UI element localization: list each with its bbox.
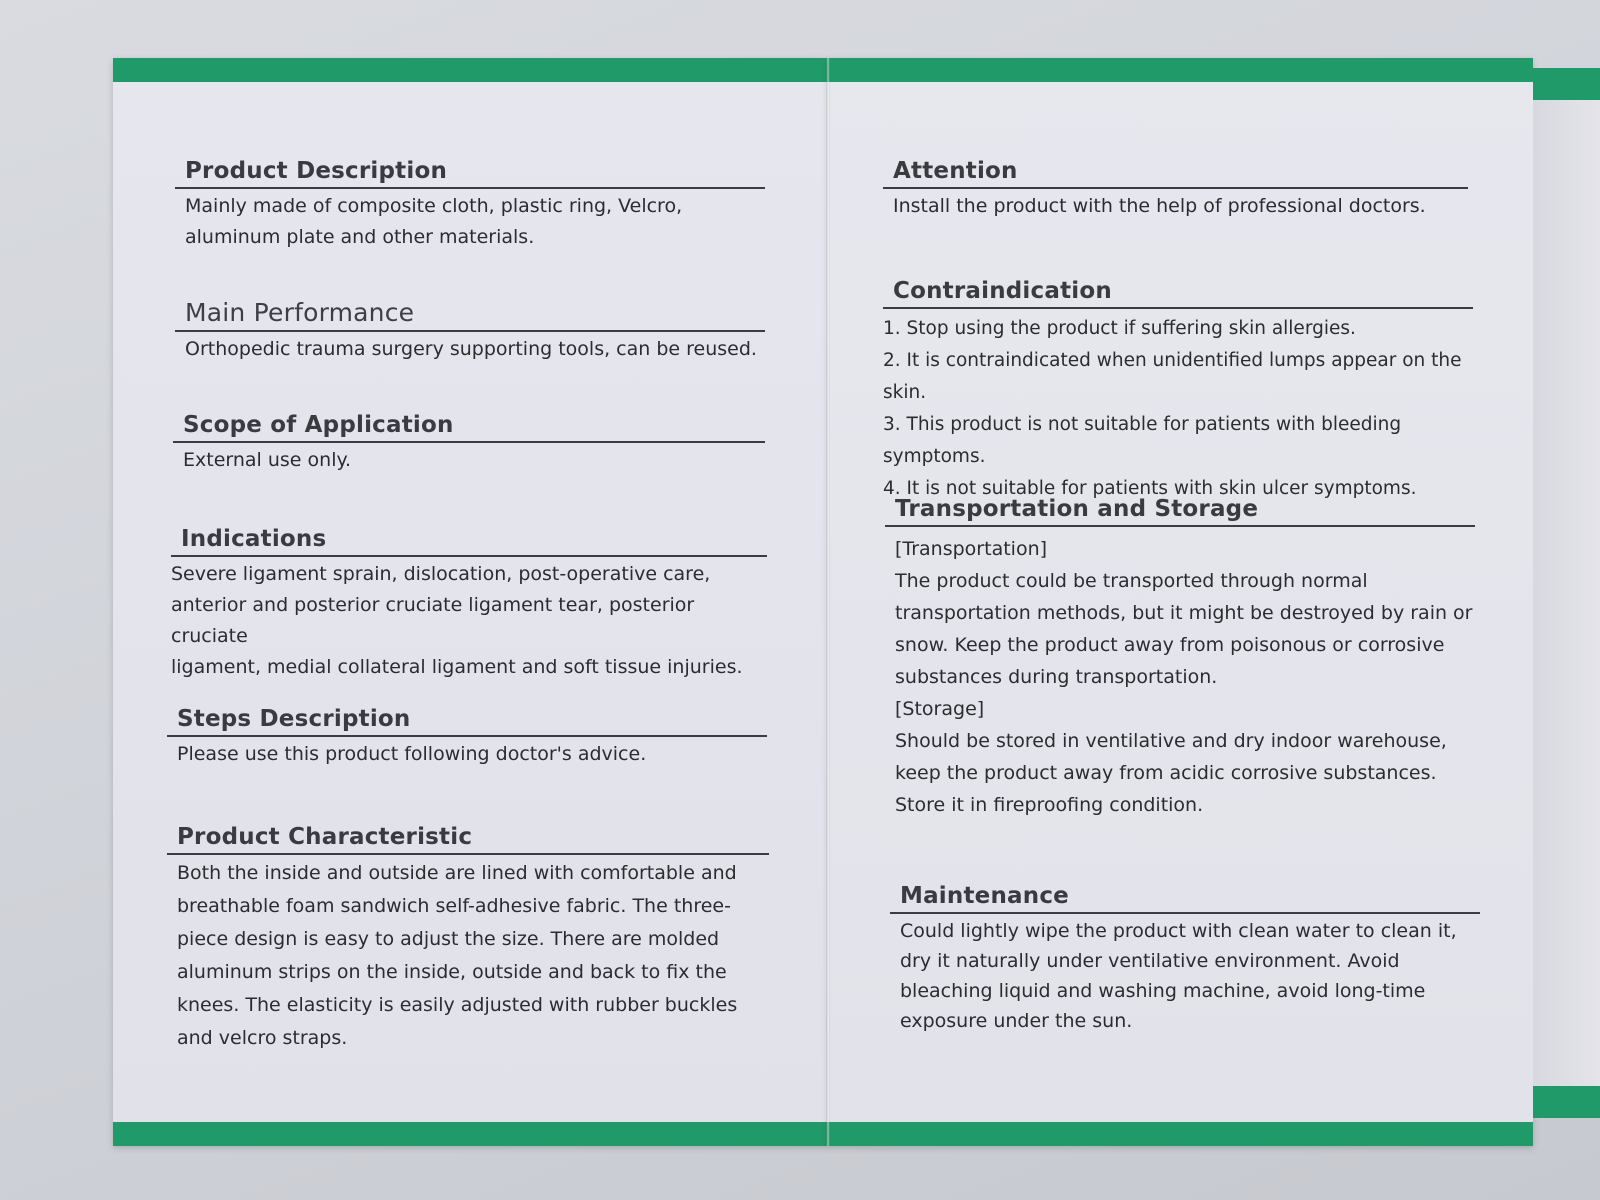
text-product-description: Mainly made of composite cloth, plastic ring, Velcro, aluminum plate and other materials. [185,195,683,248]
bottom-green-band [113,1122,828,1146]
text-scope-of-application: External use only. [183,449,352,471]
right-page [828,58,1533,1146]
heading-maintenance: Maintenance [890,883,1480,914]
left-page [113,58,828,1146]
list-item: 2. It is contraindicated when unidentified lumps appear on the skin. [883,350,1462,403]
center-fold [826,58,830,1146]
text-product-characteristic: Both the inside and outside are lined with comfortable and breathable foam sandwich self-adhesive fabric. The three- piece design is easy to adjust the size. There are molded aluminum strips on the inside, outside and back to fix the knees. The elasticity is easily adjusted with rubber buckles and velcro straps. [177,862,738,1049]
section-scope-of-application [173,412,765,476]
text-maintenance: Could lightly wipe the product with clean water to clean it, dry it naturally under ventilative environment. Avoid bleaching liquid and washing machine, avoid long-time exposure under the sun. [900,920,1457,1032]
bottom-green-band-right [828,1122,1533,1146]
section-attention [883,158,1468,222]
heading-indications: Indications [171,526,767,557]
heading-main-performance: Main Performance [175,298,765,332]
heading-scope-of-application: Scope of Application [173,412,765,443]
heading-product-description: Product Description [175,158,765,189]
list-item: 1. Stop using the product if suffering skin allergies. [883,318,1356,339]
text-transportation-and-storage: [Transportation] The product could be transported through normal transportation methods, but it might be destroyed by rain or snow. Keep the product away from poisonous or corrosive substances during transportation. [Storage] Should be stored in ventilative and dry indoor warehouse, keep the product away from acidic corrosive substances. Store it in fireproofing condition. [895,538,1473,816]
heading-product-characteristic: Product Characteristic [167,824,769,855]
list-item: 3. This product is not suitable for patients with bleeding symptoms. [883,414,1402,467]
contraindication-list [883,309,1473,505]
heading-steps-description: Steps Description [167,706,767,737]
section-main-performance [175,298,765,365]
section-transportation-and-storage [885,496,1475,821]
top-green-band-right [828,58,1533,82]
section-maintenance [890,883,1480,1036]
text-main-performance: Orthopedic trauma surgery supporting tools, can be reused. [185,338,757,360]
section-indications [171,526,767,683]
text-steps-description: Please use this product following doctor's advice. [177,743,647,765]
list-item: 4. It is not suitable for patients with skin ulcer symptoms. [883,478,1417,499]
section-product-characteristic [167,824,769,1055]
heading-transportation-and-storage: Transportation and Storage [885,496,1475,527]
booklet-spread [113,58,1533,1146]
folded-flap [1533,68,1600,1118]
text-indications: Severe ligament sprain, dislocation, post-operative care, anterior and posterior cruciate ligament tear, posterior cruciate ligament, medial collateral ligament and soft tissue injuries. [171,563,743,678]
flap-top-band [1533,68,1600,100]
top-green-band [113,58,828,82]
section-contraindication [883,278,1473,505]
text-attention: Install the product with the help of professional doctors. [893,195,1426,217]
heading-contraindication: Contraindication [883,278,1473,309]
section-steps-description [167,706,767,770]
section-product-description [175,158,765,253]
heading-attention: Attention [883,158,1468,189]
flap-bottom-band [1533,1086,1600,1118]
